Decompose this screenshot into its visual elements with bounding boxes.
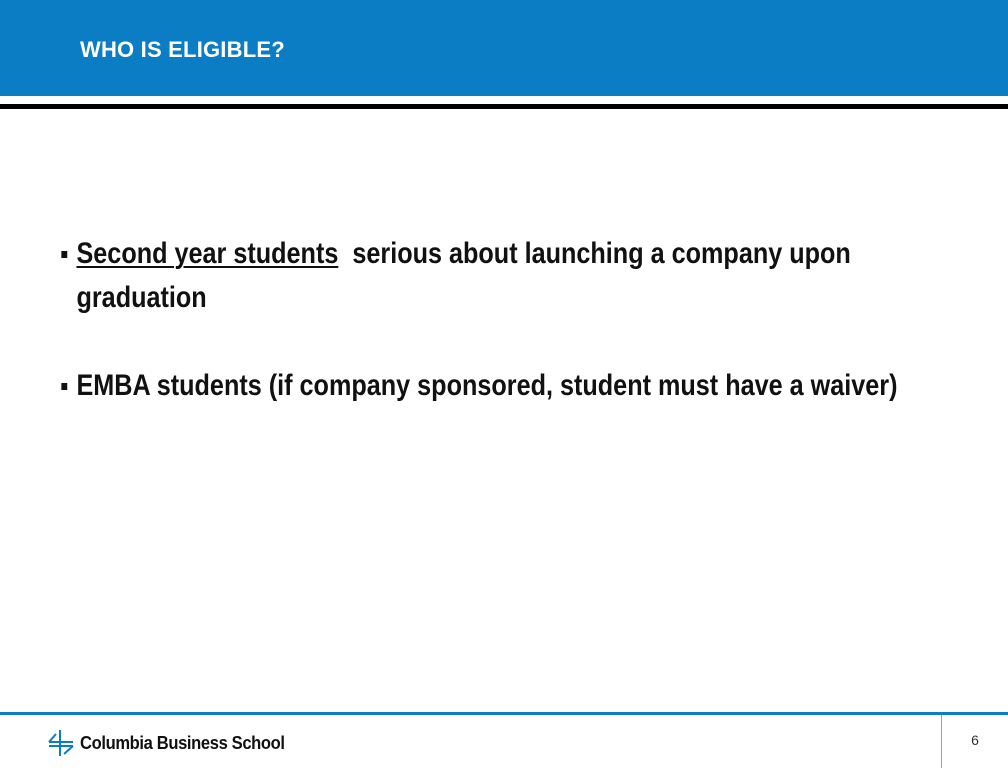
bullet-item-emba <box>58 364 933 408</box>
bullet-underlined-lead: Second year students <box>76 237 339 270</box>
bullet-item-second-year <box>58 232 933 320</box>
header-rule <box>0 104 1008 109</box>
bullet-list <box>58 232 938 452</box>
footer-rule <box>0 712 1008 715</box>
logo-text: Columbia Business School <box>80 732 285 753</box>
page-number: 6 <box>971 732 979 748</box>
header-band <box>0 0 1008 96</box>
bullet-text: serious about launching a company upon graduation <box>76 237 858 314</box>
school-logo <box>46 728 302 758</box>
bullet-text: EMBA students (if company sponsored, student must have a waiver) <box>76 369 898 402</box>
slide-title: WHO IS ELIGIBLE? <box>80 37 285 62</box>
square-bullet-icon <box>61 251 67 258</box>
square-bullet-icon <box>61 383 67 390</box>
columbia-crown-logo-icon <box>46 728 76 758</box>
